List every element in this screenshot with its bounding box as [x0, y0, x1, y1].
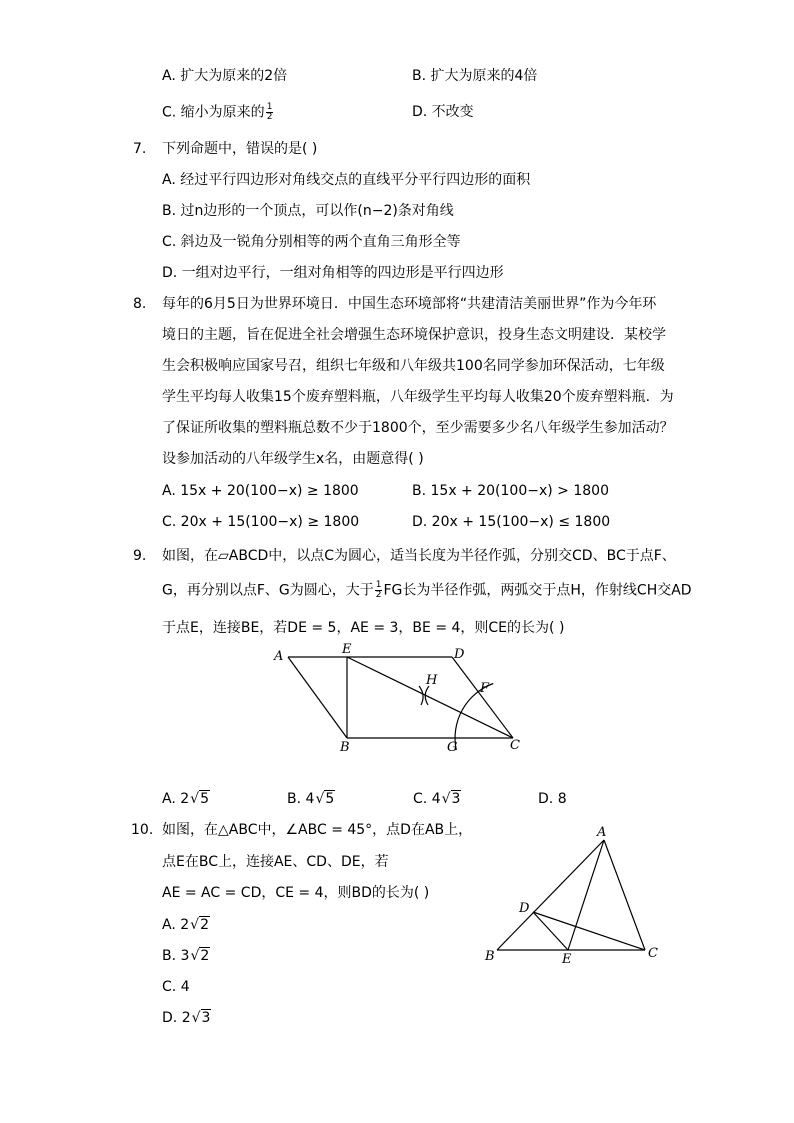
sqrt-sign: √ — [190, 791, 200, 807]
q9-label-b: B — [340, 740, 350, 755]
option-label: C. — [413, 791, 428, 807]
option-coef: 2 — [180, 791, 190, 807]
q8-stem-line: 学生平均每人收集15个废弃塑料瓶，八年级学生平均每人收集20个废弃塑料瓶．为 — [162, 389, 674, 405]
q10-option-c — [162, 978, 190, 996]
q10-stem-line: AE = AC = CD，CE = 4，则BD的长为( ) — [162, 885, 430, 901]
q8-stem-line: 了保证所收集的塑料瓶总数不少于1800个，至少需要多少名八年级学生参加活动？ — [162, 420, 674, 436]
q9-option-c — [413, 790, 461, 808]
q10-label-a: A — [597, 825, 607, 840]
q6-option-d: D. 不改变 — [412, 104, 474, 120]
q9-segment-dc — [452, 657, 513, 738]
option-value: 8 — [557, 791, 567, 807]
q8-stem-line: 设参加活动的八年级学生x名，由题意得( ) — [162, 451, 424, 467]
q10-label-e: E — [562, 952, 572, 967]
q6-option-a: A. 扩大为原来的2倍 — [162, 68, 288, 84]
q10-segment-ac — [604, 840, 645, 950]
option-label: A. — [162, 791, 176, 807]
q7-option-a: A. 经过平行四边形对角线交点的直线平分平行四边形的面积 — [162, 172, 531, 188]
q10-option-b — [162, 947, 210, 965]
q8-option-a: A. 15x + 20(100−x) ≥ 1800 — [162, 483, 359, 499]
fraction-numerator: 1 — [375, 580, 382, 590]
option-label: B. — [287, 791, 302, 807]
q9-label-c: C — [510, 738, 520, 753]
fraction-denominator: 2 — [375, 590, 382, 600]
radicand: 3 — [201, 1010, 211, 1026]
q9-stem-line: 如图，在▱ABCD中，以点C为圆心，适当长度为半径作弧，分别交CD、BC于点F、 — [162, 548, 676, 564]
q6-option-c — [162, 103, 274, 122]
option-label: D. — [162, 1010, 178, 1026]
q8-stem-line: 每年的6月5日为世界环境日．中国生态环境部将“共建清洁美丽世界”作为今年环 — [162, 296, 657, 312]
q10-stem-line: 点E在BC上，连接AE、CD、DE，若 — [162, 854, 389, 870]
q10-number: 10. — [131, 822, 154, 838]
fraction — [375, 581, 383, 600]
q8-option-d: D. 20x + 15(100−x) ≤ 1800 — [412, 514, 611, 530]
q10-option-a — [162, 916, 210, 934]
q9-ray-ce — [347, 657, 513, 738]
radicand: 5 — [325, 791, 335, 807]
q10-segment-ae — [568, 840, 604, 950]
option-label: B. — [162, 948, 177, 964]
q9-number: 9. — [133, 548, 147, 564]
q10-label-d: D — [519, 901, 530, 916]
option-coef: 2 — [180, 917, 190, 933]
q10-option-d — [162, 1009, 211, 1027]
q7-number: 7. — [133, 141, 147, 157]
q8-option-c: C. 20x + 15(100−x) ≥ 1800 — [162, 514, 360, 530]
q9-option-a — [162, 790, 210, 808]
option-coef: 3 — [180, 948, 190, 964]
fraction-denominator: 2 — [266, 112, 273, 122]
q9-option-d — [538, 790, 567, 808]
q9-label-g: G — [447, 740, 458, 755]
q9-label-d: D — [454, 647, 465, 662]
q9-label-f: F — [480, 681, 490, 696]
q9-figure — [262, 636, 532, 761]
q7-stem: 下列命题中，错误的是( ) — [162, 141, 318, 157]
option-label: C. — [162, 979, 177, 995]
q8-stem-line: 生会积极响应国家号召，组织七年级和八年级共100名同学参加环保活动，七年级 — [162, 358, 665, 374]
q9-stem-text: FG长为半径作弧，两弧交于点H，作射线CH交AD — [383, 582, 692, 599]
option-coef: 4 — [431, 791, 441, 807]
option-coef: 4 — [305, 791, 315, 807]
q10-segment-ab — [497, 840, 604, 950]
sqrt-sign: √ — [441, 791, 451, 807]
q7-option-d: D. 一组对边平行，一组对角相等的四边形是平行四边形 — [162, 265, 504, 281]
q10-figure — [480, 818, 665, 968]
sqrt-sign: √ — [190, 948, 200, 964]
q9-stem-line — [162, 581, 692, 600]
q10-label-b: B — [485, 949, 495, 964]
q9-label-e: E — [342, 642, 352, 657]
sqrt-sign: √ — [191, 1010, 201, 1026]
radicand: 5 — [200, 791, 209, 807]
q8-option-b: B. 15x + 20(100−x) > 1800 — [412, 483, 609, 499]
q9-arc-from-f — [419, 686, 423, 705]
option-label: D. — [538, 791, 554, 807]
q9-segment-ab — [288, 657, 347, 738]
fraction-numerator: 1 — [266, 102, 273, 112]
q10-stem-line: 如图，在△ABC中，∠ABC = 45°，点D在AB上， — [162, 822, 473, 838]
radicand: 2 — [200, 948, 210, 964]
q9-label-a: A — [274, 649, 284, 664]
q10-label-c: C — [648, 946, 658, 961]
option-label: A. — [162, 917, 176, 933]
q8-stem-line: 境日的主题，旨在促进全社会增强生态环境保护意识，投身生态文明建设．某校学 — [162, 327, 666, 343]
q8-number: 8. — [133, 296, 147, 312]
fraction — [266, 103, 274, 122]
q9-stem-line: 于点E，连接BE，若DE = 5，AE = 3，BE = 4，则CE的长为( ) — [162, 620, 565, 636]
sqrt-sign: √ — [315, 791, 325, 807]
q6-option-b: B. 扩大为原来的4倍 — [412, 68, 538, 84]
radicand: 3 — [451, 791, 461, 807]
q7-option-c: C. 斜边及一锐角分别相等的两个直角三角形全等 — [162, 234, 461, 250]
radicand: 2 — [200, 917, 209, 933]
q9-label-h: H — [426, 673, 438, 688]
q9-option-b — [287, 790, 335, 808]
option-coef: 2 — [181, 1010, 191, 1026]
option-value: 4 — [180, 979, 190, 995]
q7-option-b: B. 过n边形的一个顶点，可以作(n−2)条对角线 — [162, 203, 454, 219]
sqrt-sign: √ — [190, 917, 200, 933]
q9-stem-text: G，再分别以点F、G为圆心，大于 — [162, 582, 374, 599]
q6-option-c-text: C. 缩小为原来的 — [162, 104, 265, 121]
